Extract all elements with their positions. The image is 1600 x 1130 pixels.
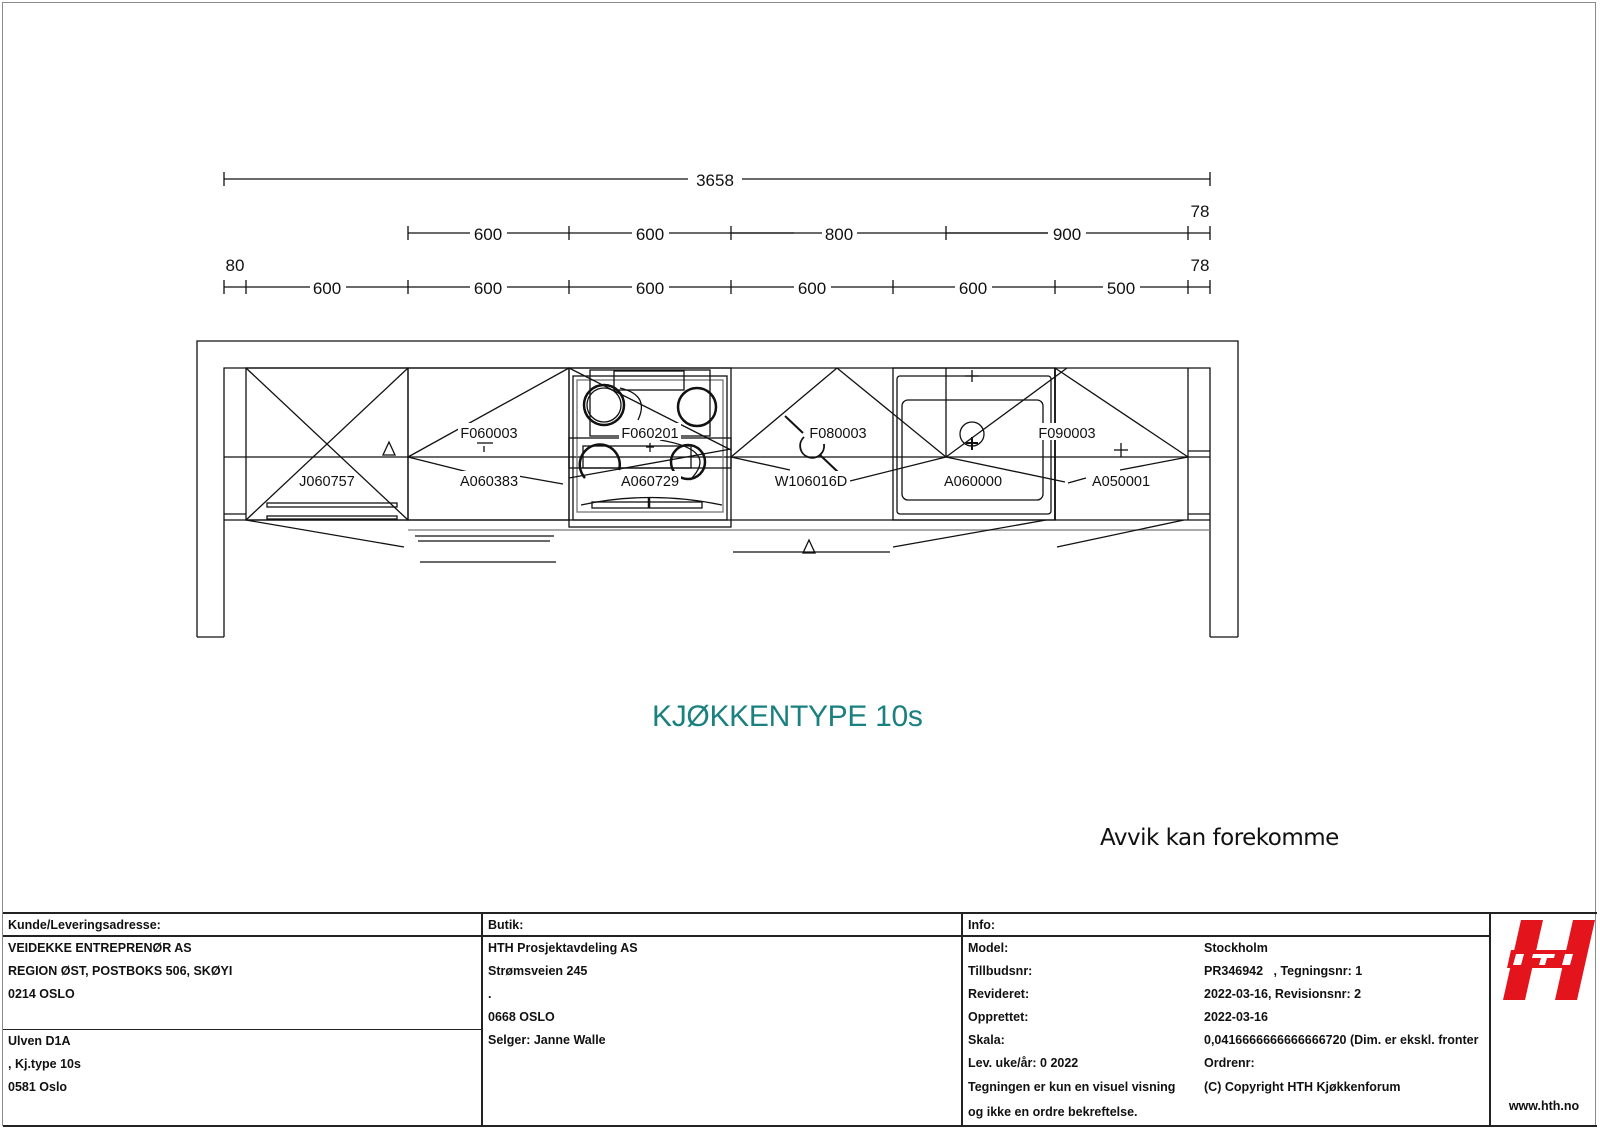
lower-dim-1: 600: [312, 279, 342, 298]
label-f060003: F060003: [460, 426, 518, 442]
label-f060201: F060201: [621, 426, 679, 442]
shop-line: HTH Prosjektavdeling AS: [488, 941, 638, 955]
info-row-note-2: [963, 1100, 1489, 1125]
customer-line: 0214 OSLO: [8, 987, 75, 1001]
cabinet-w106016d: [731, 368, 1046, 553]
upper-dim-3: 800: [824, 225, 854, 244]
cabinet-a060383: [408, 368, 569, 562]
info-row-note: [963, 1075, 1489, 1100]
overall-dimension-label: 3658: [696, 171, 734, 190]
shop-line: 0668 OSLO: [488, 1010, 555, 1024]
info-value: Stockholm: [1204, 941, 1268, 955]
info-value: 2022-03-16, Revisionsnr: 2: [1204, 987, 1362, 1001]
shop-header: Butik:: [483, 914, 961, 937]
info-row-created: [963, 1006, 1489, 1029]
lower-dim-start: 80: [225, 256, 245, 275]
label-w106016d: W106016D: [774, 474, 848, 490]
label-a060383: A060383: [459, 474, 519, 490]
info-value: PR346942 , Tegningsnr: 1: [1204, 964, 1363, 978]
label-a060729: A060729: [620, 474, 680, 490]
customer-line: REGION ØST, POSTBOKS 506, SKØYI: [8, 964, 233, 978]
info-value: (C) Copyright HTH Kjøkkenforum: [1204, 1080, 1401, 1094]
lower-dim-3: 600: [635, 279, 665, 298]
cabinet-a060000-sink: [893, 368, 1067, 520]
info-column: [963, 914, 1491, 1125]
label-j060757: J060757: [299, 474, 355, 490]
lower-dim-5: 600: [958, 279, 988, 298]
info-row-offer: [963, 960, 1489, 983]
info-key: Opprettet:: [968, 1010, 1029, 1024]
delivery-line: , Kj.type 10s: [8, 1057, 81, 1071]
info-key: Lev. uke/år: 0 2022: [968, 1056, 1079, 1070]
label-f090003: F090003: [1038, 426, 1096, 442]
info-key: og ikke en ordre bekreftelse.: [968, 1105, 1138, 1119]
info-row-model: [963, 937, 1489, 960]
lower-dimension-line: [224, 280, 1210, 294]
customer-line: VEIDEKKE ENTREPRENØR AS: [8, 941, 192, 955]
customer-header: Kunde/Leveringsadresse:: [3, 914, 481, 937]
info-key: Tillbudsnr:: [968, 964, 1033, 978]
spacer: [3, 1006, 481, 1029]
upper-dim-1: 600: [473, 225, 503, 244]
delivery-line: Ulven D1A: [3, 1029, 481, 1053]
label-f080003: F080003: [809, 426, 867, 442]
hth-logo: [1501, 920, 1596, 1000]
info-header: Info:: [963, 914, 1489, 937]
label-a050001: A050001: [1091, 474, 1151, 490]
shop-column: [483, 914, 963, 1125]
title-block: [3, 912, 1597, 1127]
info-value: Ordrenr:: [1204, 1056, 1255, 1070]
shop-line: Strømsveien 245: [488, 964, 588, 978]
info-key: Tegningen er kun en visuel visning: [968, 1080, 1176, 1094]
info-value: 2022-03-16: [1204, 1010, 1268, 1024]
kitchen-type-title: KJØKKENTYPE 10s: [652, 700, 923, 733]
customer-column: [3, 914, 483, 1125]
lower-dim-6: 500: [1106, 279, 1136, 298]
info-key: Skala:: [968, 1033, 1005, 1047]
delivery-line: 0581 Oslo: [8, 1080, 68, 1094]
label-a060000: A060000: [943, 474, 1003, 490]
lower-dim-4: 600: [797, 279, 827, 298]
upper-dim-2: 600: [635, 225, 665, 244]
lower-dim-end: 78: [1190, 256, 1210, 275]
website-link[interactable]: www.hth.no: [1508, 1099, 1580, 1113]
brand-column: [1491, 914, 1597, 1125]
info-row-revised: [963, 983, 1489, 1006]
upper-dim-4: 900: [1052, 225, 1082, 244]
upper-dimension-line: [408, 226, 1210, 240]
seller-line: Selger: Janne Walle: [488, 1033, 606, 1047]
lower-dim-2: 600: [473, 279, 503, 298]
info-row-scale: [963, 1029, 1489, 1052]
deviation-disclaimer: Avvik kan forekomme: [1100, 825, 1339, 851]
cabinet-a060729-cooktop: [569, 368, 731, 527]
info-row-delivery-week: [963, 1052, 1489, 1075]
upper-dim-end: 78: [1190, 202, 1210, 221]
shop-line: .: [488, 987, 492, 1001]
info-value: 0,0416666666666666720 (Dim. er ekskl. fronter: [1204, 1033, 1479, 1047]
info-key: Model:: [968, 941, 1009, 955]
info-key: Revideret:: [968, 987, 1030, 1001]
